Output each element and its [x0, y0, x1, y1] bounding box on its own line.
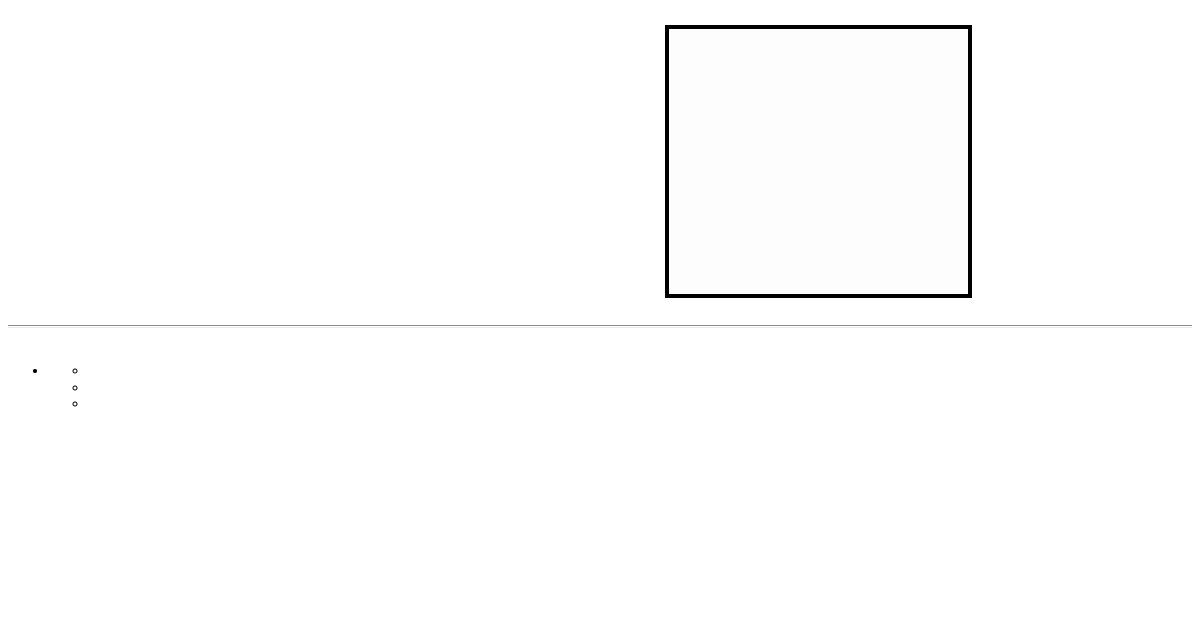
horizontal-rule: [8, 325, 1192, 328]
outcome-item-2: [88, 380, 1192, 397]
network-graph-canvas: [669, 29, 968, 294]
course-info-list: [8, 363, 1192, 413]
outcome-item-1: [88, 363, 1192, 380]
outcome-item-3: [88, 396, 1192, 413]
main-content: [8, 342, 1192, 413]
network-graph-image: [665, 25, 972, 298]
page-title: [25, 0, 657, 106]
course-description-item: [48, 363, 1192, 413]
learning-outcomes-list: [48, 363, 1192, 413]
page-header: [25, 0, 665, 126]
